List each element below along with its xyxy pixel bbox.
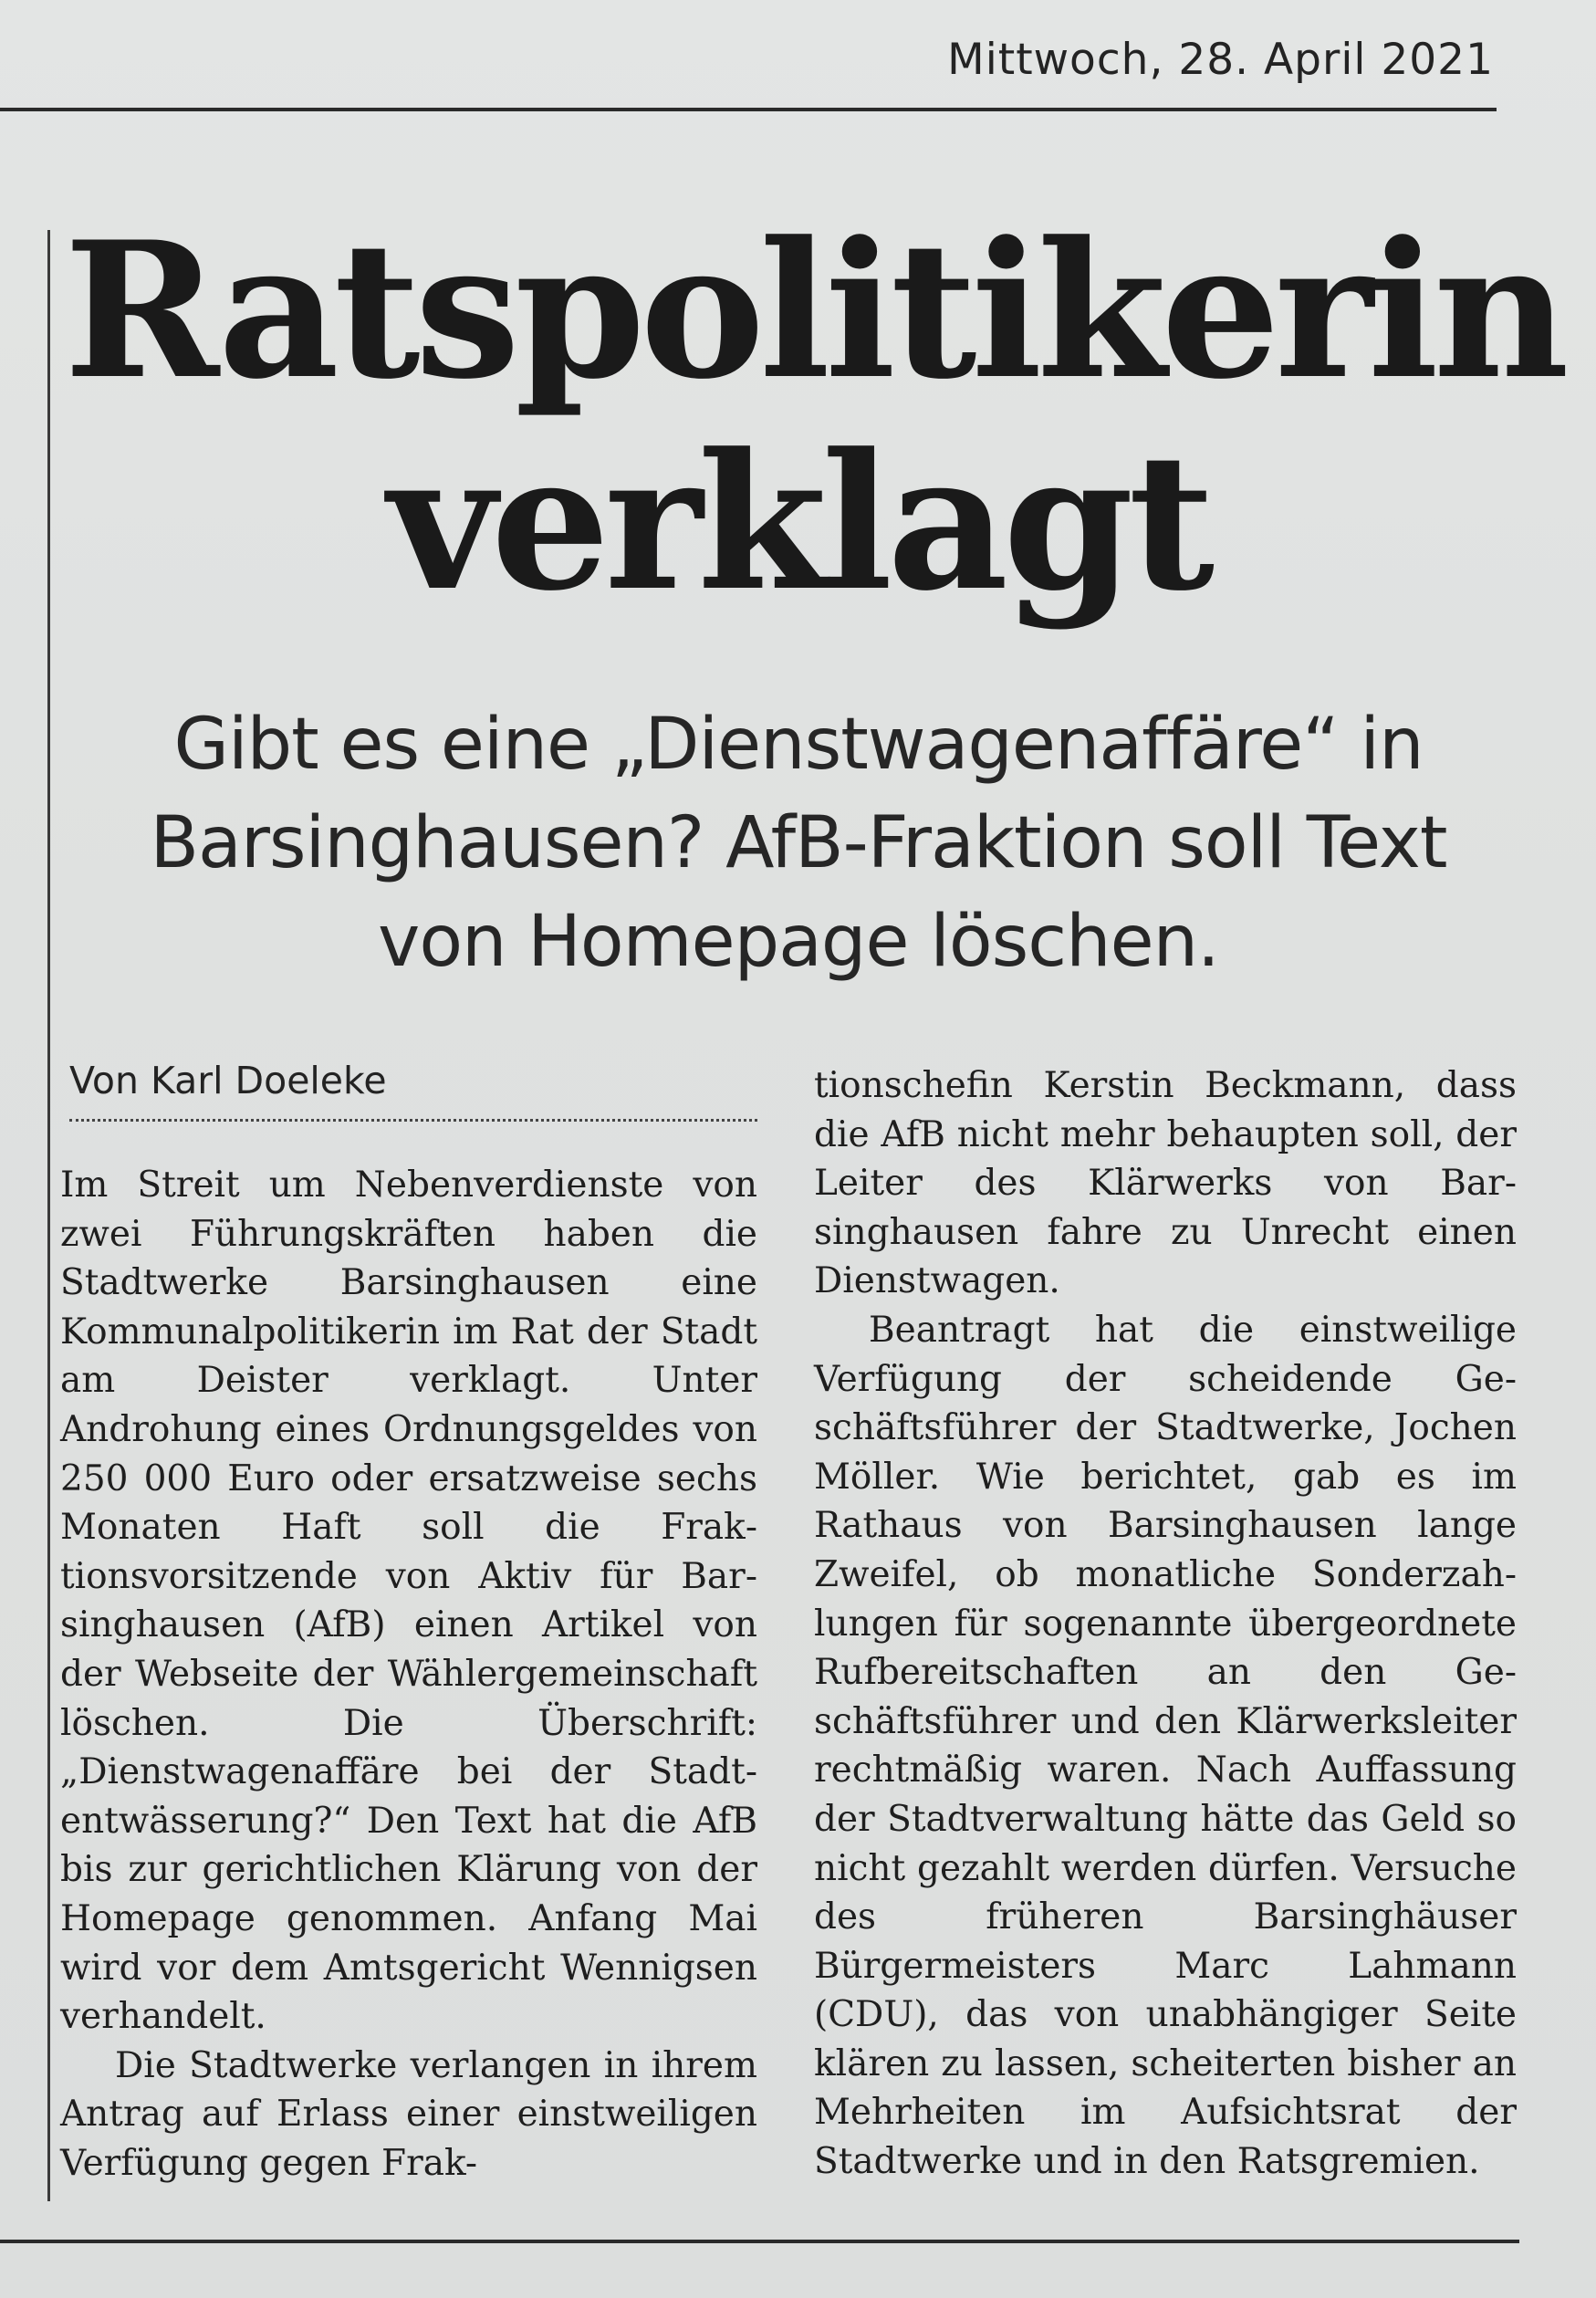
paragraph-1: Im Streit um Nebenverdienste von zwei Führungskräften haben die Stadtwerke Barsinghausen eine Kommunalpolitikerin im Rat der Stadt am Deister verklagt. Unter Androhung eines Ordnungsgeldes von 250 000 Euro oder ersatzweise sechs Monaten Haft soll die Fraktionsvorsitzende von Aktiv für Barsinghausen (AfB) einen Artikel von der Webseite der Wählergemeinschaft löschen. Die Überschrift: „Dienstwagenaffäre bei der Stadtentwässerung?“ Den Text hat die AfB bis zur gerichtlichen Klärung von der Homepage genommen. Anfang Mai wird vor dem Amtsgericht Wennigsen verhandelt. <box>60 1165 757 2038</box>
paragraph-3: Beantragt hat die einstweilige Verfügung der scheidende Geschäftsführer der Stadtwerke, Jochen Möller. Wie berichtet, gab es im Rathaus von Barsinghausen lange Zweifel, ob monatliche Sonderzahlungen für sogenannte übergeordnete Rufbereitschaften an den Geschäftsführer und den Klärwerksleiter rechtmäßig waren. Nach Auffassung der Stadtverwaltung hätte das Geld so nicht gezahlt werden dürfen. Versuche des früheren Barsinghäuser Bürgermeisters Marc Lahmann (CDU), das von unabhängiger Seite klären zu lassen, scheiterten bisher an Mehrheiten im Aufsichtsrat der Stadtwerke und in den Ratsgremien. <box>814 1309 1517 2183</box>
paragraph-2: Die Stadtwerke verlangen in ihrem Antrag auf Erlass einer einstweiligen Verfügung gegen Frak- <box>60 2044 757 2184</box>
byline-dotted-rule <box>69 1119 757 1122</box>
article-subheadline: Gibt es eine „Dienstwagenaffäre“ in Barsinghausen? AfB-Fraktion soll Text von Homepage löschen. <box>150 704 1447 983</box>
byline: Von Karl Doeleke <box>69 1059 387 1102</box>
publication-date: Mittwoch, 28. April 2021 <box>947 35 1494 85</box>
article-headline <box>64 202 1564 632</box>
headline-line-1: Ratspolitikerin <box>64 202 1564 421</box>
footer-rule <box>0 2240 1519 2243</box>
header-rule <box>0 108 1497 111</box>
column-separator-rule <box>47 230 50 2201</box>
headline-line-2: verklagt <box>387 413 1210 632</box>
paragraph-2-continued: tionschefin Kerstin Beckmann, dass die AfB nicht mehr behaupten soll, der Leiter des Klärwerks von Barsinghausen fahre zu Unrecht einen Dienstwagen. <box>814 1065 1517 1302</box>
text-column-right <box>814 1061 1517 2187</box>
text-column-left <box>60 1161 757 2188</box>
